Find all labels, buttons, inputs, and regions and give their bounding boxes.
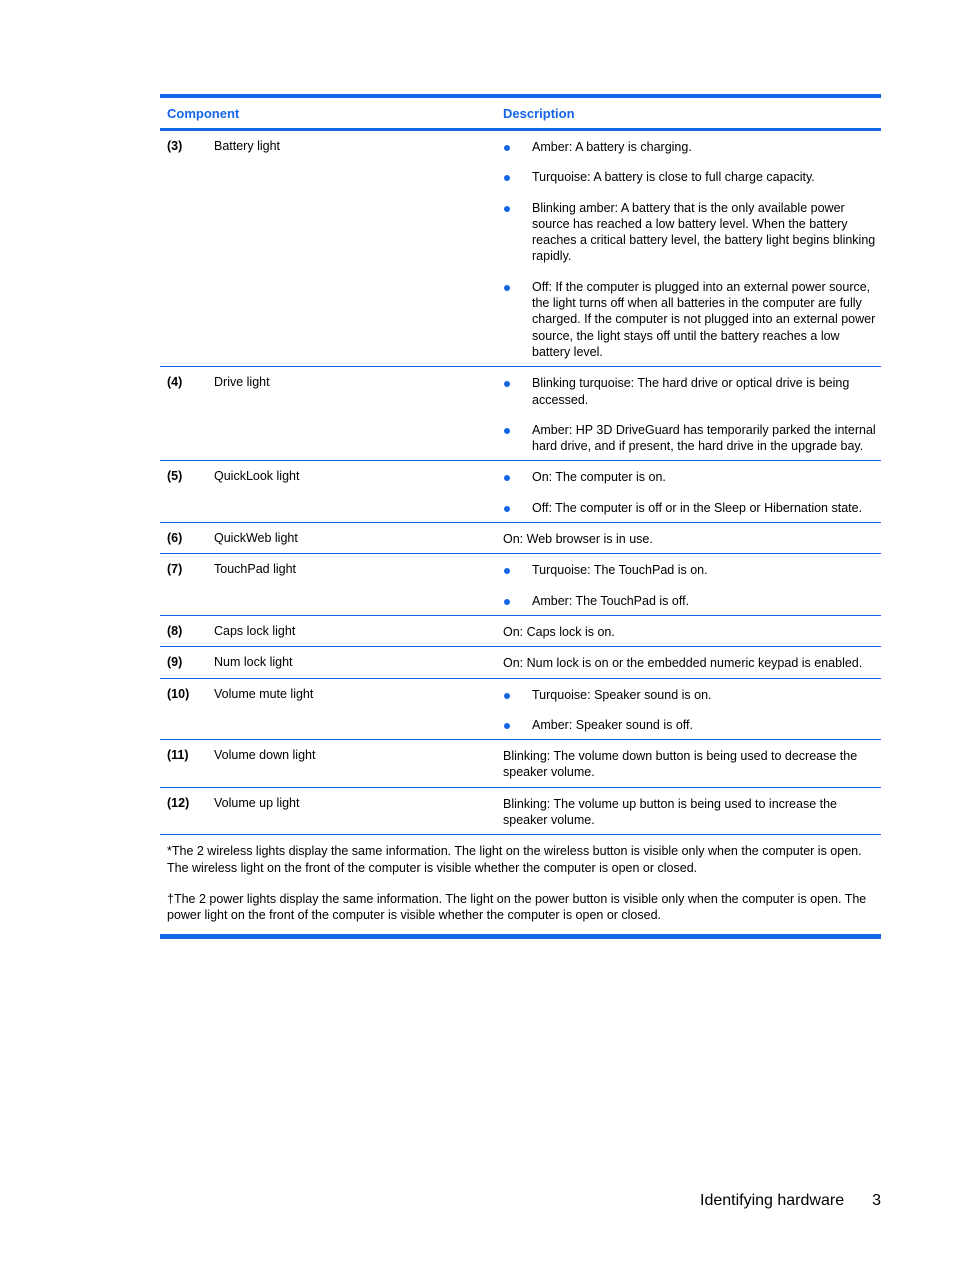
list-item <box>503 593 881 609</box>
list-item-text: Amber: Speaker sound is off. <box>532 717 693 732</box>
list-item-text: Turquoise: A battery is close to full charge capacity. <box>532 170 815 185</box>
component-name: Volume up light <box>214 795 300 810</box>
description-text: On: Web browser is in use. <box>503 532 653 547</box>
bullet-icon <box>504 381 510 387</box>
component-name: Battery light <box>214 139 281 153</box>
component-number: (6) <box>167 531 183 546</box>
list-item <box>503 375 881 408</box>
bullet-icon <box>504 475 510 481</box>
table-row <box>160 740 881 788</box>
bullet-icon <box>504 693 510 699</box>
description-list <box>503 469 881 516</box>
list-item-text: Blinking amber: A battery that is the only available power source has reached a low battery level. When the battery reaches a critical battery level, the battery light begins blinking rapidly. <box>532 200 876 264</box>
bullet-icon <box>504 285 510 291</box>
bullet-icon <box>504 723 510 729</box>
table-row <box>160 616 881 647</box>
table-row <box>160 788 881 836</box>
component-description <box>496 523 881 553</box>
table-notes <box>160 835 881 933</box>
table-row <box>160 647 881 678</box>
list-item-text: Amber: HP 3D DriveGuard has temporarily parked the internal hard drive, and if present, the hard drive in the upgrade bay. <box>532 422 876 454</box>
list-item-text: Amber: The TouchPad is off. <box>532 593 690 608</box>
page-number: 3 <box>872 1192 881 1209</box>
list-item <box>503 139 881 155</box>
list-item <box>503 717 881 733</box>
component-number: (5) <box>167 469 183 484</box>
component-table <box>160 94 881 939</box>
list-item <box>503 687 881 703</box>
bullet-icon <box>504 175 510 181</box>
bullet-icon <box>504 599 510 605</box>
bullet-icon <box>504 206 510 212</box>
table-row <box>160 554 881 616</box>
description-list <box>503 375 881 454</box>
table-row <box>160 679 881 741</box>
component-number: (12) <box>167 795 190 810</box>
list-item <box>503 500 881 516</box>
description-list <box>503 562 881 609</box>
list-item-text: Off: If the computer is plugged into an external power source, the light turns off when all batteries in the computer are fully charged. If the computer is not plugged into an external power source, the light stays off until the battery reaches a low battery level. <box>532 279 876 359</box>
component-name: QuickWeb light <box>214 531 298 546</box>
table-bottom-rule <box>160 934 881 939</box>
component-description <box>496 554 881 615</box>
description-text: On: Num lock is on or the embedded numeric keypad is enabled. <box>503 656 863 671</box>
description-list <box>503 139 881 360</box>
component-description <box>496 131 881 366</box>
bullet-icon <box>504 506 510 512</box>
bullet-icon <box>504 428 510 434</box>
component-description <box>496 788 881 835</box>
bullet-icon <box>504 145 510 151</box>
table-body <box>160 131 881 835</box>
list-item <box>503 469 881 485</box>
description-text: Blinking: The volume down button is being used to decrease the speaker volume. <box>503 749 858 780</box>
component-description <box>496 740 881 787</box>
component-number: (8) <box>167 623 183 638</box>
component-description <box>496 461 881 522</box>
table-row <box>160 461 881 523</box>
component-description <box>496 647 881 677</box>
header-description: Description <box>503 105 575 121</box>
table-row <box>160 523 881 554</box>
footer-section-title: Identifying hardware <box>700 1192 845 1209</box>
list-item <box>503 279 881 360</box>
table-row <box>160 367 881 461</box>
list-item-text: On: The computer is on. <box>532 470 666 485</box>
component-number: (4) <box>167 375 183 390</box>
page-footer <box>700 1192 881 1210</box>
component-name: TouchPad light <box>214 562 297 577</box>
description-text: On: Caps lock is on. <box>503 624 615 639</box>
list-item <box>503 562 881 578</box>
note-wireless: *The 2 wireless lights display the same information. The light on the wireless button is visible only when the computer is open. The wireless light on the front of the computer is visible whether the computer is open or closed. <box>167 844 862 875</box>
component-number: (7) <box>167 562 183 577</box>
component-name: Volume down light <box>214 748 316 763</box>
component-number: (3) <box>167 139 183 153</box>
list-item <box>503 169 881 185</box>
description-list <box>503 687 881 734</box>
bullet-icon <box>504 568 510 574</box>
component-description <box>496 679 881 740</box>
component-name: Caps lock light <box>214 623 296 638</box>
header-component: Component <box>167 105 240 121</box>
list-item <box>503 422 881 455</box>
list-item-text: Blinking turquoise: The hard drive or optical drive is being accessed. <box>532 376 850 407</box>
component-description <box>496 367 881 460</box>
note-power: †The 2 power lights display the same information. The light on the power button is visible only when the computer is open. The power light on the front of the computer is visible whether the computer is open or closed. <box>167 891 867 923</box>
component-name: Num lock light <box>214 655 293 670</box>
list-item <box>503 200 881 265</box>
component-name: QuickLook light <box>214 469 300 484</box>
component-number: (11) <box>167 748 189 763</box>
component-name: Drive light <box>214 375 270 390</box>
list-item-text: Amber: A battery is charging. <box>532 140 692 154</box>
list-item-text: Turquoise: Speaker sound is on. <box>532 687 712 702</box>
component-description <box>496 616 881 646</box>
table-header <box>160 98 881 128</box>
description-text: Blinking: The volume up button is being used to increase the speaker volume. <box>503 796 838 828</box>
component-number: (10) <box>167 686 190 701</box>
list-item-text: Off: The computer is off or in the Sleep or Hibernation state. <box>532 500 863 515</box>
component-name: Volume mute light <box>214 686 314 701</box>
list-item-text: Turquoise: The TouchPad is on. <box>532 563 708 578</box>
component-number: (9) <box>167 655 183 670</box>
table-row <box>160 131 881 367</box>
